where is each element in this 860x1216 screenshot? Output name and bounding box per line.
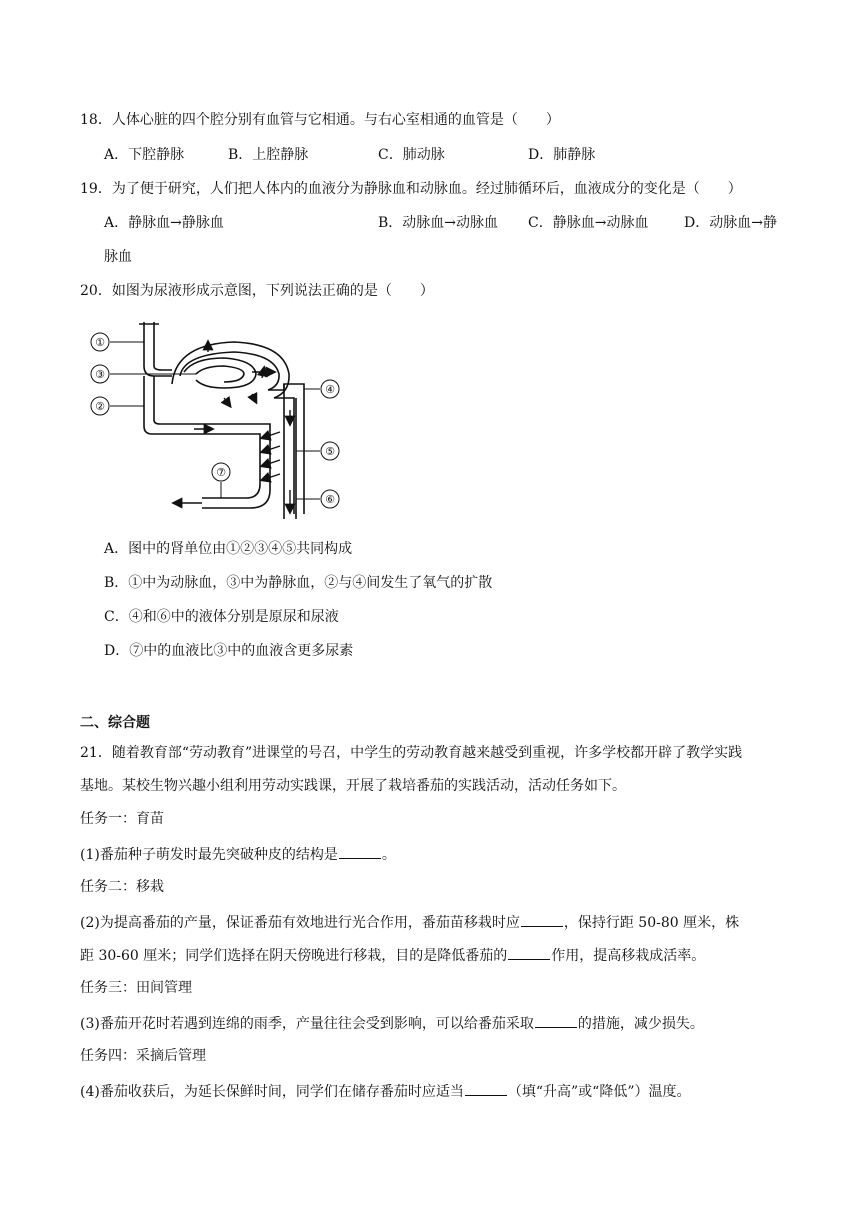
q21-part4-text: (4)番茄收获后，为延长保鲜时间，同学们在储存番茄时应适当 [80, 1084, 464, 1100]
q21-part3-text: (3)番茄开花时若遇到连绵的雨季，产量往往会受到影响，可以给番茄采取 [80, 1016, 534, 1032]
answer-blank-5[interactable] [465, 1080, 507, 1096]
q21-part2-text-a: (2)为提高番茄的产量，保证番茄有效地进行光合作用，番茄苗移栽时应 [80, 915, 520, 931]
answer-blank-2[interactable] [521, 911, 563, 927]
q21-task2: 任务二：移栽 [80, 879, 164, 895]
q18-option-c: C．肺动脉 [378, 147, 445, 163]
q21-part1-text: (1)番茄种子萌发时最先突破种皮的结构是 [80, 847, 338, 863]
q21-part4-end: （填“升高”或“降低”）温度。 [507, 1084, 691, 1100]
q21-part1 [80, 843, 396, 865]
q18-option-a: A．下腔静脉 [104, 147, 185, 163]
q18-option-b: B．上腔静脉 [228, 147, 309, 163]
label-7: ⑦ [216, 466, 226, 479]
q19-option-b: B．动脉血→动脉血 [378, 215, 499, 231]
q19-option-a: A．静脉血→静脉血 [104, 215, 224, 231]
q21-intro-line2: 基地。某校生物兴趣小组利用劳动实践课，开展了栽培番茄的实践活动，活动任务如下。 [80, 778, 626, 794]
q21-part1-end: 。 [381, 847, 396, 863]
q21-task3: 任务三：田间管理 [80, 980, 192, 996]
q19-option-c: C．静脉血→动脉血 [528, 215, 649, 231]
q21-part2-line2 [80, 944, 705, 966]
q21-part3-end: 的措施，减少损失。 [577, 1016, 704, 1032]
q21-intro-line1: 21．随着教育部“劳动教育”进课堂的号召，中学生的劳动教育越来越受到重视，许多学校都开辟了教学实践 [80, 745, 743, 761]
q18-stem: 18．人体心脏的四个腔分别有血管与它相通。与右心室相通的血管是（ ） [80, 112, 560, 128]
label-2: ② [95, 400, 105, 413]
q21-part4 [80, 1080, 690, 1102]
label-6: ⑥ [325, 493, 335, 506]
q21-part2-text-d: 作用，提高移栽成活率。 [551, 948, 706, 964]
q18-option-d: D．肺静脉 [528, 147, 596, 163]
q21-task1: 任务一：育苗 [80, 811, 164, 827]
label-4: ④ [325, 383, 335, 396]
q21-task4: 任务四：采摘后管理 [80, 1048, 206, 1064]
q21-part2-text-c: 距 30-60 厘米；同学们选择在阴天傍晚进行移栽，目的是降低番茄的 [80, 948, 508, 964]
q19-option-d: D．动脉血→静 [684, 215, 777, 231]
q21-part2-line1 [80, 911, 739, 933]
q20-option-b: B．①中为动脉血，③中为静脉血，②与④间发生了氧气的扩散 [104, 575, 493, 591]
section-title: 二、综合题 [80, 715, 150, 731]
q19-option-d-wrap: 脉血 [104, 249, 132, 265]
q21-part2-text-b: ，保持行距 50-80 厘米，株 [563, 915, 740, 931]
q20-option-c: C．④和⑥中的液体分别是原尿和尿液 [104, 609, 339, 625]
label-5: ⑤ [325, 445, 335, 458]
q20-option-a: A．图中的肾单位由①②③④⑤共同构成 [104, 541, 353, 557]
answer-blank-3[interactable] [508, 944, 550, 960]
answer-blank-1[interactable] [339, 843, 381, 859]
label-3: ③ [95, 368, 105, 381]
q20-option-d: D．⑦中的血液比③中的血液含更多尿素 [104, 643, 354, 659]
nephron-diagram [84, 314, 354, 520]
label-1: ① [95, 336, 105, 349]
q19-stem: 19．为了便于研究，人们把人体内的血液分为静脉血和动脉血。经过肺循环后，血液成分的变化是（ ） [80, 181, 742, 197]
q20-stem: 20．如图为尿液形成示意图，下列说法正确的是（ ） [80, 283, 434, 299]
answer-blank-4[interactable] [535, 1012, 577, 1028]
q21-part3 [80, 1012, 704, 1034]
